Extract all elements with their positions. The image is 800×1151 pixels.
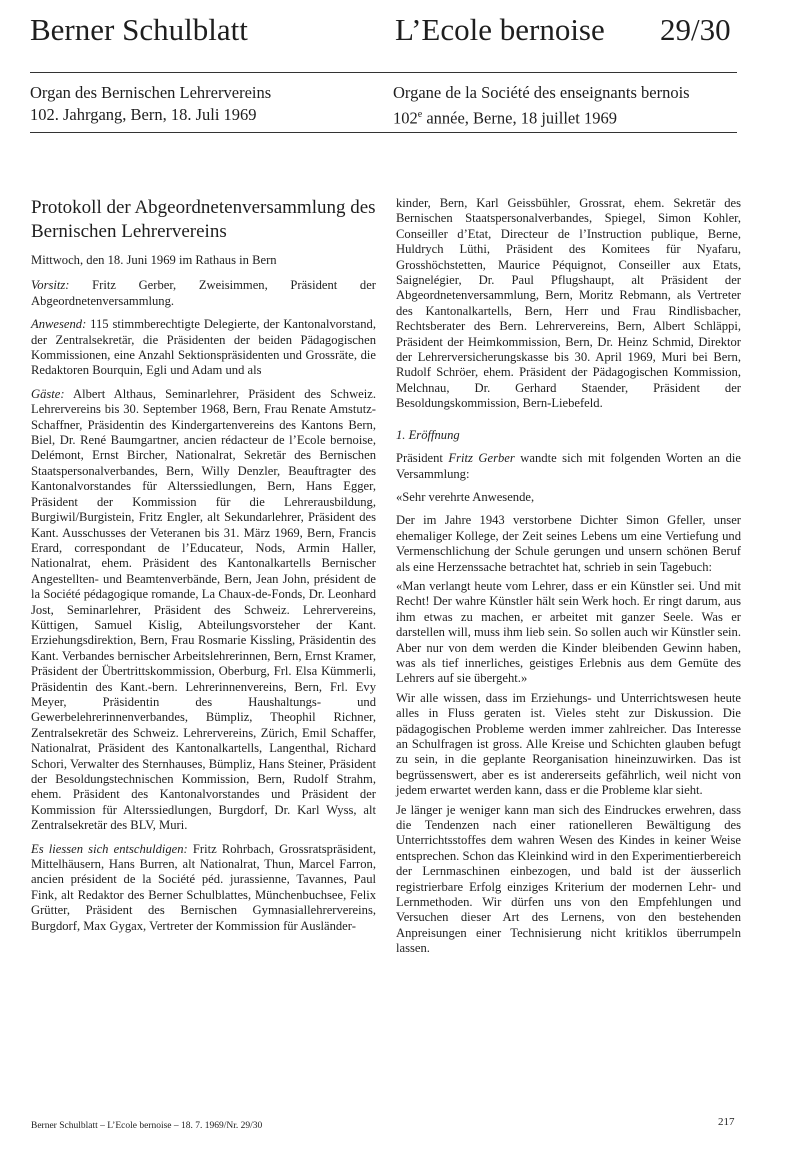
speech-paragraph-1: Der im Jahre 1943 verstorbene Dichter Simon Gfeller, unser ehemaliger Kollege, der Zeit seines Lebens um eine Vertiefung und Vermenschlichung der Schule gerungen und unsern schönen Beruf als eine Herzenssache betrachtet hat, schrieb in sein Tagebuch:	[396, 513, 741, 574]
intro-pre: Präsident	[396, 451, 449, 466]
entschuldigt-text: Fritz Rohrbach, Grossratspräsident, Mittelhäusern, Hans Burren, alt Nationalrat, Thun, Marcel Farron, ancien président de la Société péd. jurassienne, Tavannes, Paul Fink, alt Redaktor des Berner Schulblattes, Münchenbuchsee, Felix Grütter, Präsident des Bernischen Gymnasiallehrervereins, Burgdorf, Max Gygax, Vertreter der Kommission für Ausländer-	[31, 841, 376, 933]
masthead-title-de: Berner Schulblatt	[30, 12, 248, 47]
speech-paragraph-2: Wir alle wissen, dass im Erziehungs- und Unterrichtswesen heute alles in Fluss geraten ist. Vieles steht zur Diskussion. Die pädagogischen Probleme werden immer zahlreicher. Das Interesse an Schulfragen ist gross. Alle Kreise und Schichten glauben befugt zu sein, in die geplante Reorganisation hineinzuwirken. Das ist begrüssenswert, aber es ist andererseits gefährlich, weil nicht von jedem erwartet werden kann, dass er die Probleme klar sieht.	[396, 690, 741, 798]
entschuldigt-label: Es liessen sich entschuldigen:	[31, 841, 188, 856]
header-rule-top	[30, 72, 737, 73]
left-column	[31, 196, 376, 934]
gaeste-text: Albert Althaus, Seminarlehrer, Präsident des Schweiz. Lehrervereins bis 30. September 1968, Bern, Frau Renate Amstutz-Schaffner, Präsidentin des Kindergartenvereins des Kantons Bern, Biel, Dr. René Baumgartner, ancien rédacteur de l’Ecole bernoise, Delémont, Ernst Bircher, Nationalrat, Sekretär des Bernischen Staatspersonalverbandes, Bern, Willy Denzler, Beauftragter des Kantonalvorstandes für Alterssiedlungen, Bern, Hans Egger, Präsident der Kommission für die Lehrerausbildung, Burgiwil/Burgistein, Fritz Engler, alt Sekundarlehrer, Präsident des Kant. Ausschusses der Veteranen bis 31. März 1969, Bern, Francis Erard, correspondant de l’Educateur, Nods, Armin Haller, Nationalrat, ehem. Präsident des Kantonalkartells Bernischer Angestellten- und Beamtenverbände, Bern, Jean John, président de la Société pédagogique romande, La Chaux-de-Fonds, Dr. Leonhard Jost, Seminarlehrer, Präsident des Schweiz. Lehrervereins, Küttigen, Samuel Kislig, Abteilungsvorsteher der Kant. Erziehungsdirektion, Bern, Frau Rosmarie Kissling, Präsidentin des Kant. Verbandes bernischer Arbeitslehrerinnen, Bern, Ernst Kramer, Präsident der Übertrittskommission, Oberburg, Frl. Elsa Kümmerli, Präsidentin des Kant.-bern. Lehrerinnenvereins, Bern, Frl. Evy Meyer, Präsidentin des Haushaltungs- und Gewerbelehrerinnenverbandes, Bümpliz, Theophil Richner, Zentralsekretär des Schweiz. Lehrervereins, Zürich, Emil Schaffer, Nationalrat, Präsident des Kantonalkartells, Langenthal, Richard Schori, Verwalter des Sternhauses, Bümpliz, Hans Steiner, Präsident der Besoldungstechnischen Kommission, Bern, Rudolf Strahm, ehem. Präsident des Kantonalvorstandes und Präsident der Kommission für Alterssiedlungen, Burgdorf, Dr. Karl Wyss, alt Zentralsekretär des BLV, Muri.	[31, 386, 376, 833]
subheader-de-line2: 102. Jahrgang, Bern, 18. Juli 1969	[30, 105, 257, 124]
header-rule-bottom	[30, 132, 737, 133]
anwesend-text: 115 stimmberechtigte Delegierte, der Kantonalvorstand, der Zentralsekretär, die Präsidenten der beiden Pädagogischen Kommissionen, eine Anzahl Sektionspräsidenten und Grossräte, die Redaktoren Bourquin, Egli und Adam und als	[31, 317, 376, 378]
gaeste-label: Gäste:	[31, 386, 65, 401]
right-column	[396, 196, 741, 957]
anwesend-label: Anwesend:	[31, 317, 87, 332]
intro-paragraph	[396, 451, 741, 482]
subheader-fr-rest: année, Berne, 18 juillet 1969	[422, 108, 617, 128]
subheader-fr-superscript: e	[417, 109, 423, 120]
section-heading: 1. Eröffnung	[396, 427, 460, 442]
gfeller-quote: «Man verlangt heute vom Lehrer, dass er ein Künstler sei. Und mit Recht! Der wahre Künstler hält sein Werk hoch. Er ringt darum, aus ihm etwas zu machen, er arbeitet mit ganzer Seele. Was er darstellen will, muss ihm lieb sein. So sollen auch wir Künstler sein. Aber nur von dem werden die Kinder bleibenden Gewinn haben, was als tief innerliches, geistiges Erlebnis aus dem Gemüte des Lehrers auf sie übergeht.»	[396, 578, 741, 686]
intro-name: Fritz Gerber	[448, 451, 515, 466]
entschuldigt-paragraph	[31, 842, 376, 934]
speech-paragraph-3: Je länger je weniger kann man sich des Eindruckes erwehren, dass die Tendenzen nach einer rationelleren Bewältigung des Unterrichtsstoffes dem wahren Wesen des Kindes in keiner Weise entsprechen. Schon das Kleinkind wird in den Experimentierbereich der Lernmaschinen einbezogen, und bald ist der äusserlich registrierbare Erfolg einziges Kriterium der modernen Lehr- und Lernmethoden. Wir dürfen uns von den Empfehlungen und Versuchen dieser Art des Lernens, von den bestehenden Anpreisungen einer Technisierung nicht kritiklos überrumpeln lassen.	[396, 802, 741, 956]
subheader-fr-line2	[393, 104, 617, 129]
subheader-de-line1: Organ des Bernischen Lehrervereins	[30, 83, 272, 102]
masthead-issue-number: 29/30	[660, 12, 731, 47]
anwesend-paragraph	[31, 317, 376, 379]
article-title: Protokoll der Abgeordnetenversammlung des Bernischen Lehrervereins	[31, 197, 376, 242]
guest-list-continuation: kinder, Bern, Karl Geissbühler, Grossrat, ehem. Sekretär des Bernischen Staatspersonalverbandes, Spiegel, Simon Kohler, Conseiller d’Etat, Directeur de l’Instruction publique, Berne, Huldrych Lüthi, Präsident des Komitees für Nyafaru, Grosshöchstetten, Maurice Péquignot, Conseiller aux Etats, Saignelégier, Dr. Paul Pflugshaupt, alt Präsident der Abgeordnetenversammlung, Bern, Moritz Rebmann, als Vertreter des Kantonalkartells, Bern, Herr und Frau Rindlisbacher, Rechtsberater des Bern. Lehrervereins, Bern, Albert Schläppi, Präsident der Heimkommission, Bern, Dr. Heinz Schmid, Direktor der Lehrerversicherungskasse bis 30. April 1969, Muri bei Bern, Rudolf Schröer, ehem. Präsident der Pädagogischen Kommission, Melchnau, Dr. Gerhard Staender, Präsident der Besoldungskommission, Bern-Liebefeld.	[396, 196, 741, 411]
salutation: «Sehr verehrte Anwesende,	[396, 489, 535, 504]
vorsitz-text: Fritz Gerber, Zweisimmen, Präsident der Abgeordnetenversammlung.	[31, 278, 376, 308]
vorsitz-label: Vorsitz:	[31, 278, 70, 293]
footer-page-number: 217	[718, 1116, 735, 1128]
masthead-title-fr: L’Ecole bernoise	[395, 12, 605, 47]
meeting-date: Mittwoch, den 18. Juni 1969 im Rathaus in Bern	[31, 253, 277, 267]
subheader-fr-number: 102	[393, 108, 418, 128]
gaeste-paragraph	[31, 387, 376, 834]
vorsitz-paragraph	[31, 278, 376, 309]
intro-post: wandte sich mit folgenden Worten an die Versammlung:	[396, 451, 741, 481]
subheader-fr-line1: Organe de la Société des enseignants bernois	[393, 83, 690, 102]
footer-issue-line: Berner Schulblatt – L’Ecole bernoise – 18. 7. 1969/Nr. 29/30	[31, 1121, 263, 1131]
